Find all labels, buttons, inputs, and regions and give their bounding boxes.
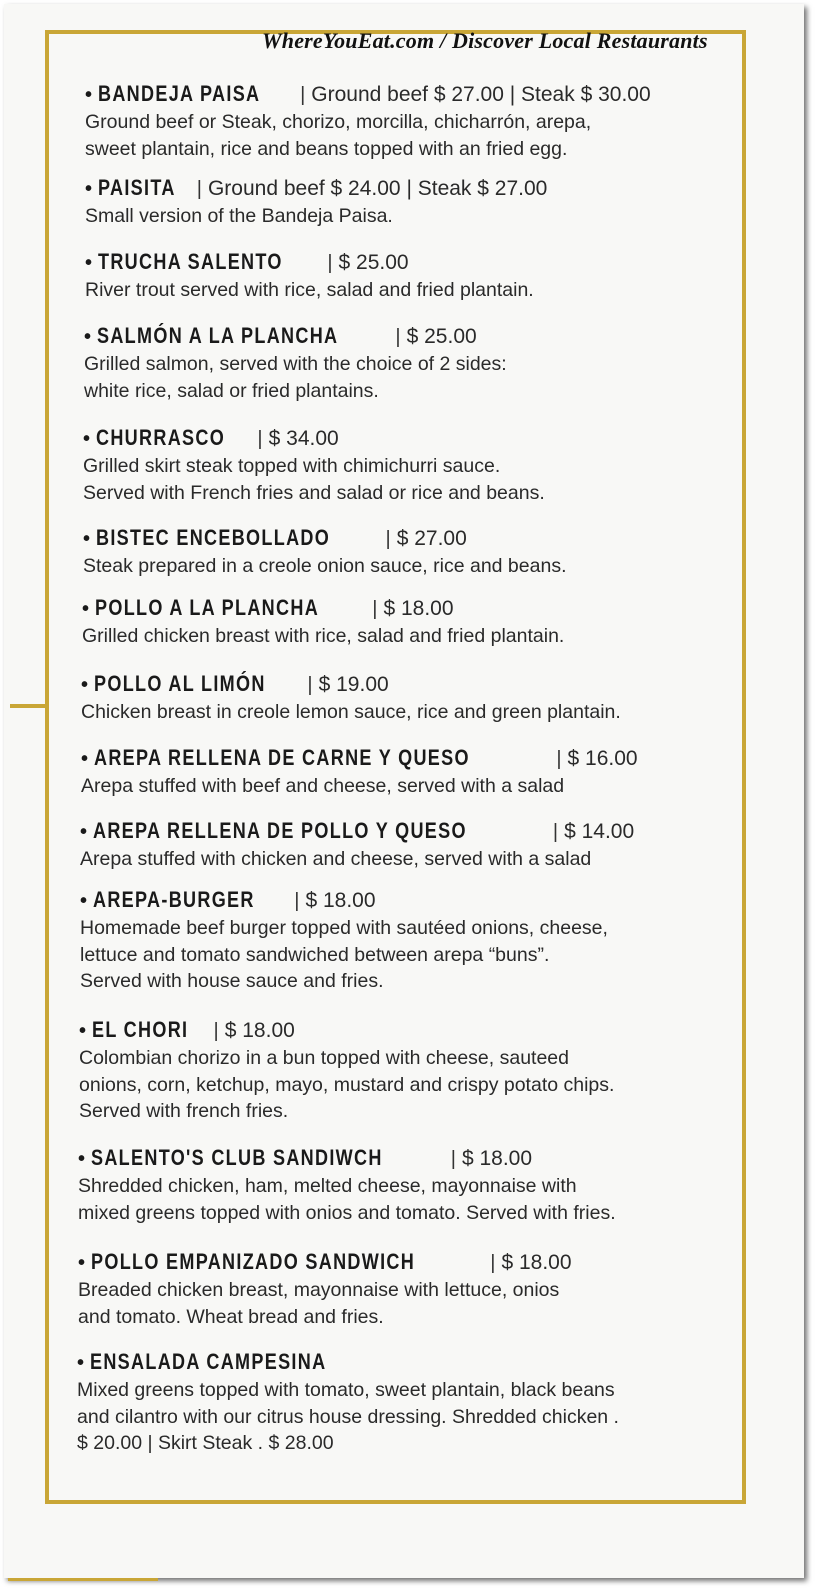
bullet: • bbox=[80, 890, 88, 912]
bullet: • bbox=[77, 1352, 85, 1374]
bullet: • bbox=[83, 428, 91, 450]
menu-item bbox=[0, 815, 815, 873]
bullet: • bbox=[85, 252, 93, 274]
item-description: Grilled chicken breast with rice, salad and fried plantain. bbox=[82, 625, 565, 647]
bullet: • bbox=[81, 748, 89, 770]
menu-item bbox=[0, 246, 815, 304]
item-description: Chicken breast in creole lemon sauce, rice and green plantain. bbox=[81, 701, 621, 723]
item-price: $ 18.00 bbox=[224, 1019, 295, 1042]
item-description: Ground beef or Steak, chorizo, morcilla, chicharrón, arepa, sweet plantain, rice and beans topped with an fried egg. bbox=[85, 111, 592, 160]
item-price: $ 19.00 bbox=[318, 673, 389, 696]
item-name: AREPA RELLENA DE POLLO Y QUESO bbox=[93, 818, 467, 843]
item-price: $ 34.00 bbox=[268, 427, 339, 450]
bullet: • bbox=[81, 674, 89, 696]
separator: | bbox=[450, 1148, 456, 1170]
item-price: $ 18.00 bbox=[461, 1147, 533, 1170]
item-description: Mixed greens topped with tomato, sweet plantain, black beans and cilantro with our citrus house dressing. Shredded chicken . $ 20.00 | Skirt Steak . $ 28.00 bbox=[77, 1379, 619, 1454]
item-description: Grilled skirt steak topped with chimichurri sauce. Served with French fries and salad or rice and beans. bbox=[83, 455, 545, 504]
menu-item bbox=[0, 78, 815, 162]
item-description: Arepa stuffed with chicken and cheese, served with a salad bbox=[80, 848, 592, 870]
item-description: River trout served with rice, salad and fried plantain. bbox=[85, 279, 534, 301]
separator: | bbox=[372, 598, 378, 620]
separator: | bbox=[552, 821, 559, 843]
item-description: Arepa stuffed with beef and cheese, served with a salad bbox=[81, 775, 565, 797]
separator: | bbox=[294, 890, 300, 912]
bottom-rule-decoration bbox=[8, 1578, 158, 1581]
menu-item bbox=[0, 592, 815, 650]
item-description: Breaded chicken breast, mayonnaise with lettuce, onios and tomato. Wheat bread and fries. bbox=[78, 1279, 560, 1328]
item-name: AREPA RELLENA DE CARNE Y QUESO bbox=[94, 745, 470, 770]
item-name: CHURRASCO bbox=[96, 425, 226, 450]
separator: | bbox=[300, 84, 306, 106]
item-name: SALMÓN A LA PLANCHA bbox=[97, 323, 339, 348]
menu-item bbox=[0, 668, 815, 726]
item-price: $ 14.00 bbox=[564, 820, 635, 843]
menu-item bbox=[0, 172, 815, 230]
bullet: • bbox=[79, 1020, 87, 1042]
item-name: POLLO EMPANIZADO SANDWICH bbox=[91, 1249, 416, 1274]
bullet: • bbox=[83, 528, 91, 550]
separator: | bbox=[395, 326, 401, 348]
item-price: Ground beef $ 27.00 | Steak $ 30.00 bbox=[311, 83, 651, 106]
item-name: PAISITA bbox=[98, 175, 176, 200]
item-name: BISTEC ENCEBOLLADO bbox=[96, 525, 331, 550]
item-name: SALENTO'S CLUB SANDIWCH bbox=[91, 1145, 383, 1170]
separator: | bbox=[556, 748, 562, 770]
menu-item bbox=[0, 320, 815, 404]
separator: | bbox=[257, 428, 263, 450]
item-description: Homemade beef burger topped with sautéed onions, cheese, lettuce and tomato sandwiched between arepa “buns”. Served with house sauce and fries. bbox=[80, 917, 608, 992]
item-description: Shredded chicken, ham, melted cheese, mayonnaise with mixed greens topped with onios and tomato. Served with fries. bbox=[78, 1175, 616, 1224]
bullet: • bbox=[85, 178, 93, 200]
item-price: $ 25.00 bbox=[338, 251, 409, 274]
menu-item bbox=[0, 1346, 815, 1457]
menu-item bbox=[0, 1014, 815, 1125]
item-name: ENSALADA CAMPESINA bbox=[90, 1349, 327, 1374]
menu-item bbox=[0, 522, 815, 580]
menu-item bbox=[0, 1142, 815, 1226]
item-description: Grilled salmon, served with the choice of 2 sides: white rice, salad or fried plantains. bbox=[84, 353, 507, 402]
separator: | bbox=[213, 1020, 219, 1042]
item-name: TRUCHA SALENTO bbox=[98, 249, 283, 274]
item-name: AREPA-BURGER bbox=[93, 887, 255, 912]
item-name: POLLO A LA PLANCHA bbox=[95, 595, 320, 620]
item-description: Steak prepared in a creole onion sauce, rice and beans. bbox=[83, 555, 567, 577]
menu-item bbox=[0, 742, 815, 800]
item-price: $ 18.00 bbox=[305, 889, 376, 912]
item-price: $ 27.00 bbox=[396, 527, 467, 550]
item-name: EL CHORI bbox=[92, 1017, 189, 1042]
separator: | bbox=[327, 252, 333, 274]
bullet: • bbox=[78, 1148, 86, 1170]
item-description: Small version of the Bandeja Paisa. bbox=[85, 205, 393, 227]
bullet: • bbox=[84, 326, 92, 348]
bullet: • bbox=[80, 821, 88, 843]
item-name: POLLO AL LIMÓN bbox=[94, 671, 266, 696]
separator: | bbox=[196, 178, 202, 200]
bullet: • bbox=[82, 598, 90, 620]
menu-item bbox=[0, 422, 815, 506]
watermark-text: WhereYouEat.com / Discover Local Restaurants bbox=[262, 28, 708, 53]
bullet: • bbox=[85, 84, 93, 106]
item-description: Colombian chorizo in a bun topped with cheese, sauteed onions, corn, ketchup, mayo, mustard and crispy potato chips. Served with french fries. bbox=[79, 1047, 615, 1122]
bullet: • bbox=[78, 1252, 86, 1274]
menu-item bbox=[0, 1246, 815, 1330]
item-name: BANDEJA PAISA bbox=[98, 81, 261, 106]
separator: | bbox=[385, 528, 391, 550]
item-price: $ 18.00 bbox=[501, 1251, 572, 1274]
separator: | bbox=[490, 1252, 496, 1274]
item-price: $ 18.00 bbox=[383, 597, 454, 620]
item-price: Ground beef $ 24.00 | Steak $ 27.00 bbox=[207, 177, 548, 200]
item-price: $ 16.00 bbox=[567, 747, 638, 770]
menu-item bbox=[0, 884, 815, 995]
separator: | bbox=[307, 674, 313, 696]
item-price: $ 25.00 bbox=[406, 325, 477, 348]
